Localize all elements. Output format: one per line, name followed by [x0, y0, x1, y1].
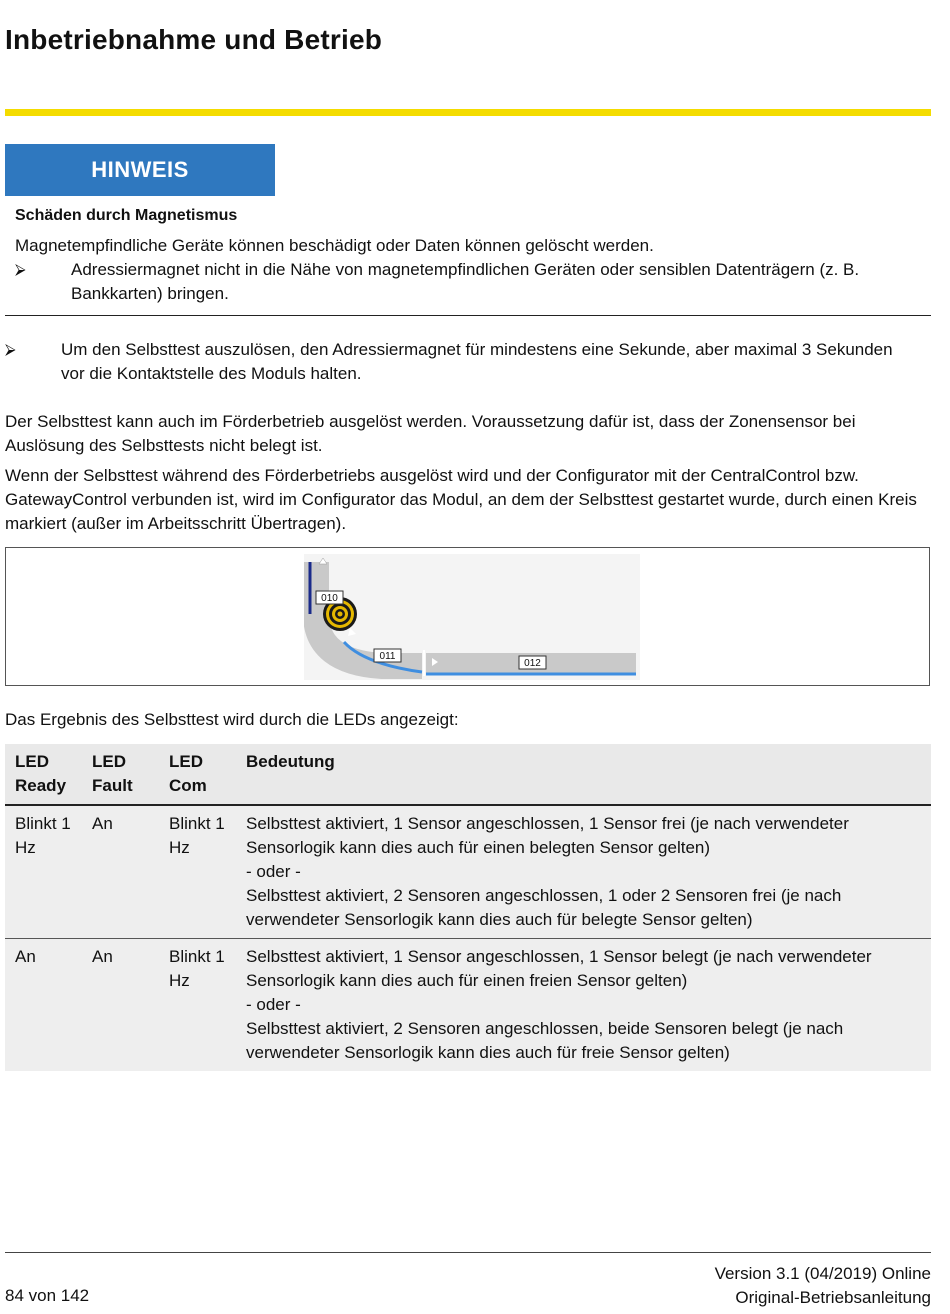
instruction-step — [5, 338, 920, 386]
notice-heading: Schäden durch Magnetismus — [15, 207, 238, 224]
cell-com: Blinkt 1 Hz — [159, 805, 236, 939]
conveyor-illustration — [304, 554, 640, 680]
led-table — [5, 744, 931, 1071]
notice-text: Magnetempfindliche Geräte können beschädigt oder Daten können gelöscht werden. — [15, 236, 654, 255]
cell-fault: An — [82, 805, 159, 939]
cell-meaning — [236, 939, 931, 1072]
header-led-ready: LED Ready — [5, 744, 82, 805]
header-rule — [5, 109, 931, 116]
table-header-row — [5, 744, 931, 805]
table-row — [5, 939, 931, 1072]
arrow-bullet-icon: ⮚ — [5, 341, 16, 358]
paragraph-led-result: Das Ergebnis des Selbsttest wird durch die LEDs angezeigt: — [5, 710, 459, 729]
notice-label: HINWEIS — [5, 144, 275, 196]
page-title: Inbetriebnahme und Betrieb — [5, 24, 383, 55]
meaning-line: Selbsttest aktiviert, 1 Sensor angeschlossen, 1 Sensor belegt (je nach verwendeter Sensorlogik kann dies auch für einen freien Sensor gelten) — [246, 947, 872, 990]
notice-body — [15, 204, 925, 306]
instruction-step-text: Um den Selbsttest auszulösen, den Adressiermagnet für mindestens eine Sekunde, aber maximal 3 Sekunden vor die Kontaktstelle des Moduls halten. — [61, 340, 893, 383]
footer-version: Version 3.1 (04/2019) Online — [714, 1264, 931, 1283]
meaning-or: - oder - — [246, 862, 301, 881]
cell-fault: An — [82, 939, 159, 1072]
header-led-fault: LED Fault — [82, 744, 159, 805]
notice-bullet — [15, 258, 925, 306]
header-led-com: LED Com — [159, 744, 236, 805]
module-label-010: 010 — [321, 593, 338, 604]
cell-ready: Blinkt 1 Hz — [5, 805, 82, 939]
meaning-line: Selbsttest aktiviert, 2 Sensoren angeschlossen, beide Sensoren belegt (je nach verwendeter Sensorlogik kann dies auch für freie Sensor gelten) — [246, 1019, 844, 1062]
module-label-012: 012 — [524, 658, 541, 669]
footer-info — [715, 1262, 931, 1310]
configurator-figure — [5, 547, 930, 686]
arrow-bullet-icon: ⮚ — [15, 261, 26, 278]
header-meaning: Bedeutung — [236, 744, 931, 805]
page-number: 84 von 142 — [5, 1286, 90, 1305]
meaning-or: - oder - — [246, 995, 301, 1014]
paragraph-configurator: Wenn der Selbsttest während des Förderbetriebs ausgelöst wird und der Configurator mit der CentralControl bzw. GatewayControl verbunden ist, wird im Configurator das Modul, an dem der Selbsttest gestartet wurde, durch einen Kreis markiert (außer im Arbeitsschritt Übertragen). — [5, 466, 917, 533]
footer-rule — [5, 1252, 931, 1253]
meaning-line: Selbsttest aktiviert, 2 Sensoren angeschlossen, 1 oder 2 Sensoren frei (je nach verwendeter Sensorlogik kann dies auch für belegte Sensor gelten) — [246, 886, 842, 929]
notice-bullet-text: Adressiermagnet nicht in die Nähe von magnetempfindlichen Geräten oder sensiblen Datenträgern (z. B. Bankkarten) bringen. — [71, 260, 860, 303]
meaning-line: Selbsttest aktiviert, 1 Sensor angeschlossen, 1 Sensor frei (je nach verwendeter Sensorlogik kann dies auch für einen belegten Sensor gelten) — [246, 814, 849, 857]
cell-meaning — [236, 805, 931, 939]
notice-divider — [5, 315, 931, 316]
module-label-011: 011 — [379, 651, 396, 662]
paragraph-selftest-conveyor: Der Selbsttest kann auch im Förderbetrieb ausgelöst werden. Voraussetzung dafür ist, dass der Zonensensor bei Auslösung des Selbsttests nicht belegt ist. — [5, 412, 856, 455]
cell-com: Blinkt 1 Hz — [159, 939, 236, 1072]
cell-ready: An — [5, 939, 82, 1072]
table-row — [5, 805, 931, 939]
footer-document: Original-Betriebsanleitung — [735, 1288, 931, 1307]
